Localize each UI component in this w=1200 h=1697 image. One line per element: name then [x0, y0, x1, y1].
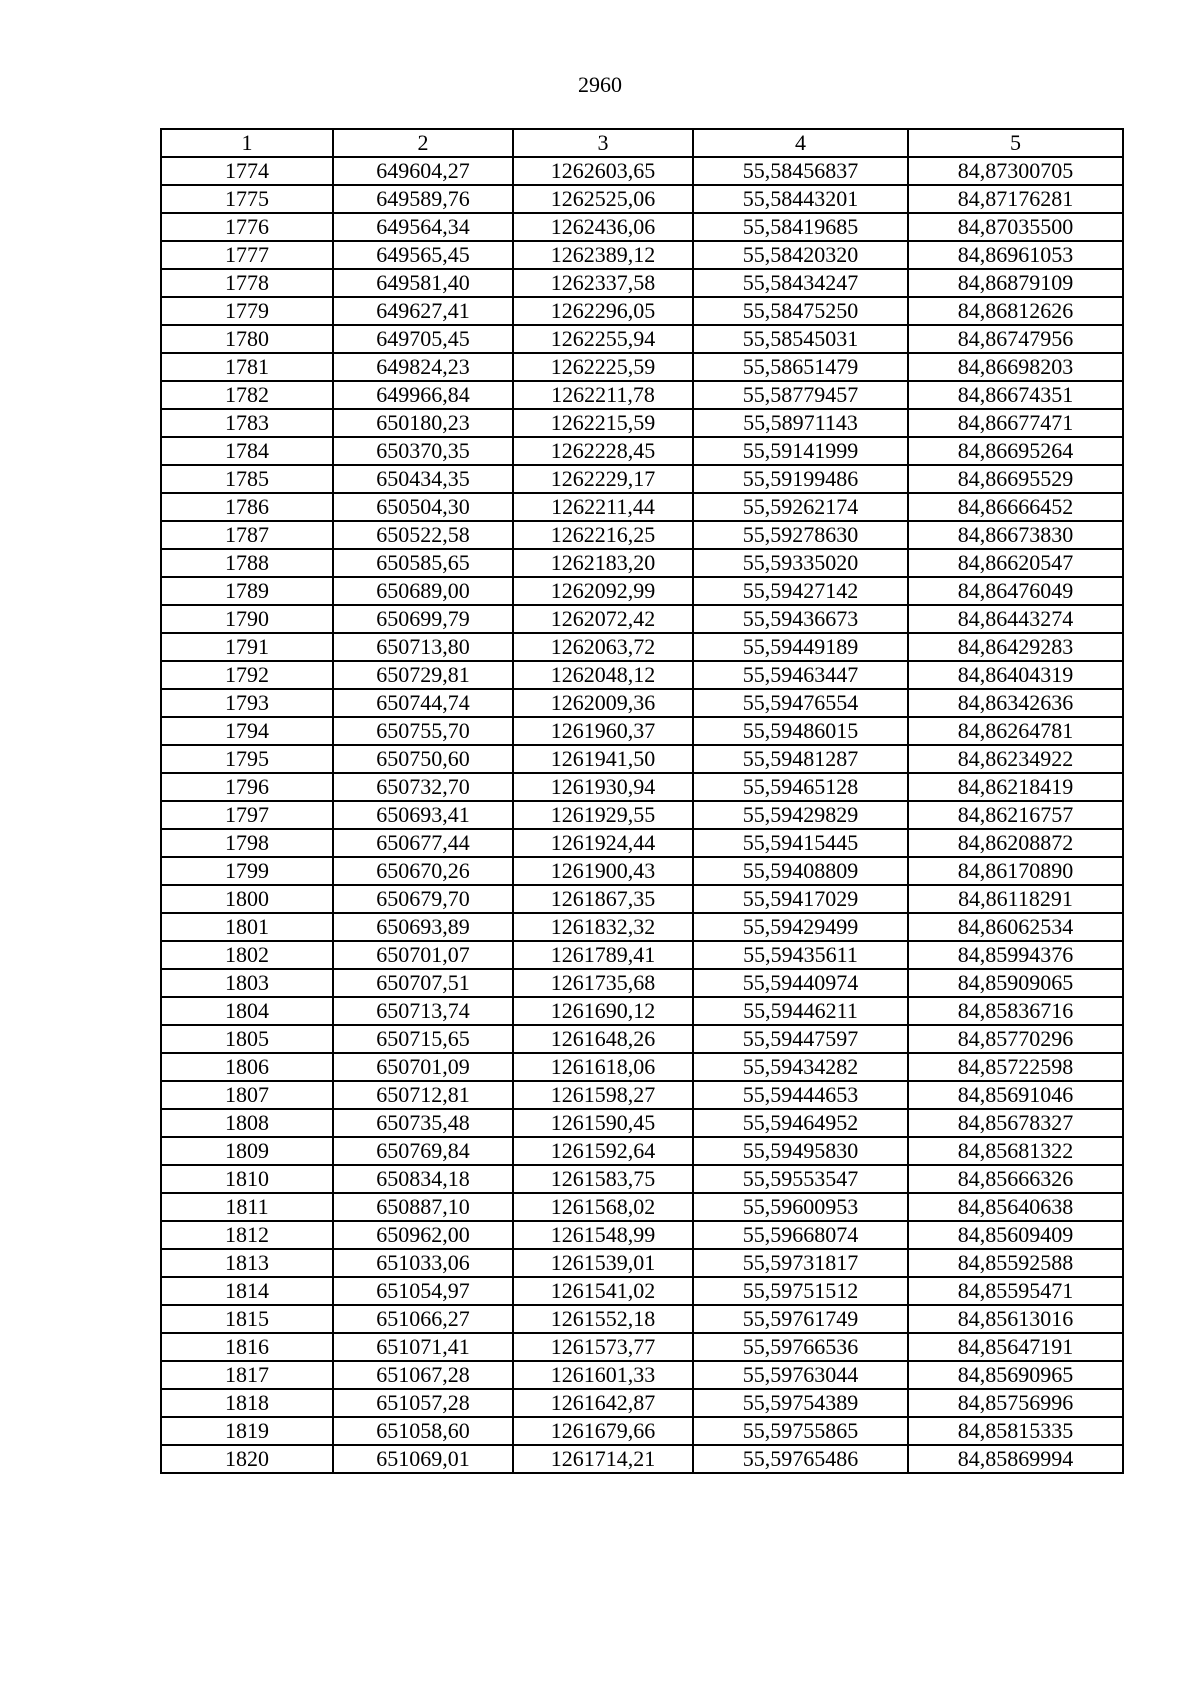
table-cell-col-1: 1783 — [161, 409, 333, 437]
table-cell-col-4: 55,59440974 — [693, 969, 908, 997]
table-cell-col-2: 650670,26 — [333, 857, 513, 885]
table-cell-col-1: 1784 — [161, 437, 333, 465]
table-cell-col-5: 84,86208872 — [908, 829, 1123, 857]
table-cell-col-3: 1261568,02 — [513, 1193, 693, 1221]
table-cell-col-4: 55,58443201 — [693, 185, 908, 213]
table-row — [161, 577, 1123, 605]
table-cell-col-4: 55,59262174 — [693, 493, 908, 521]
table-cell-col-3: 1261590,45 — [513, 1109, 693, 1137]
table-cell-col-5: 84,85613016 — [908, 1305, 1123, 1333]
table-row — [161, 1417, 1123, 1445]
table-cell-col-2: 650585,65 — [333, 549, 513, 577]
table-cell-col-1: 1789 — [161, 577, 333, 605]
table-cell-col-1: 1797 — [161, 801, 333, 829]
table-cell-col-2: 651054,97 — [333, 1277, 513, 1305]
table-cell-col-5: 84,87300705 — [908, 157, 1123, 185]
table-cell-col-1: 1796 — [161, 773, 333, 801]
table-cell-col-2: 650729,81 — [333, 661, 513, 689]
table-cell-col-3: 1262216,25 — [513, 521, 693, 549]
table-cell-col-3: 1262225,59 — [513, 353, 693, 381]
table-row — [161, 885, 1123, 913]
table-row — [161, 1025, 1123, 1053]
table-cell-col-2: 650677,44 — [333, 829, 513, 857]
table-cell-col-5: 84,85640638 — [908, 1193, 1123, 1221]
table-row — [161, 1277, 1123, 1305]
table-cell-col-4: 55,59486015 — [693, 717, 908, 745]
table-cell-col-4: 55,59731817 — [693, 1249, 908, 1277]
table-cell-col-2: 650750,60 — [333, 745, 513, 773]
table-cell-col-5: 84,86673830 — [908, 521, 1123, 549]
table-cell-col-4: 55,59463447 — [693, 661, 908, 689]
table-cell-col-5: 84,86234922 — [908, 745, 1123, 773]
table-row — [161, 913, 1123, 941]
table-cell-col-4: 55,59465128 — [693, 773, 908, 801]
table-cell-col-1: 1804 — [161, 997, 333, 1025]
table-cell-col-2: 650693,89 — [333, 913, 513, 941]
table-cell-col-1: 1805 — [161, 1025, 333, 1053]
table-cell-col-5: 84,85722598 — [908, 1053, 1123, 1081]
table-cell-col-2: 650732,70 — [333, 773, 513, 801]
table-cell-col-4: 55,58651479 — [693, 353, 908, 381]
table-cell-col-3: 1262603,65 — [513, 157, 693, 185]
header-col-2: 2 — [333, 129, 513, 157]
table-row — [161, 857, 1123, 885]
table-cell-col-2: 650735,48 — [333, 1109, 513, 1137]
table-cell-col-1: 1820 — [161, 1445, 333, 1473]
table-cell-col-2: 649627,41 — [333, 297, 513, 325]
table-cell-col-2: 650755,70 — [333, 717, 513, 745]
table-cell-col-4: 55,59429829 — [693, 801, 908, 829]
table-cell-col-5: 84,85869994 — [908, 1445, 1123, 1473]
table-row — [161, 409, 1123, 437]
table-cell-col-4: 55,59278630 — [693, 521, 908, 549]
table-cell-col-1: 1780 — [161, 325, 333, 353]
table-cell-col-3: 1261618,06 — [513, 1053, 693, 1081]
table-cell-col-1: 1810 — [161, 1165, 333, 1193]
table-cell-col-4: 55,59766536 — [693, 1333, 908, 1361]
table-cell-col-4: 55,59444653 — [693, 1081, 908, 1109]
table-cell-col-4: 55,58779457 — [693, 381, 908, 409]
table-cell-col-1: 1790 — [161, 605, 333, 633]
table-cell-col-1: 1813 — [161, 1249, 333, 1277]
table-cell-col-5: 84,85815335 — [908, 1417, 1123, 1445]
table-cell-col-4: 55,59417029 — [693, 885, 908, 913]
table-cell-col-5: 84,85678327 — [908, 1109, 1123, 1137]
table-row — [161, 969, 1123, 997]
table-body — [161, 157, 1123, 1473]
table-row — [161, 381, 1123, 409]
header-row — [161, 129, 1123, 157]
table-cell-col-2: 651066,27 — [333, 1305, 513, 1333]
table-cell-col-1: 1781 — [161, 353, 333, 381]
table-cell-col-5: 84,86677471 — [908, 409, 1123, 437]
table-cell-col-3: 1261867,35 — [513, 885, 693, 913]
table-cell-col-4: 55,59553547 — [693, 1165, 908, 1193]
table-cell-col-5: 84,86264781 — [908, 717, 1123, 745]
table-row — [161, 633, 1123, 661]
table-cell-col-1: 1791 — [161, 633, 333, 661]
table-cell-col-4: 55,59199486 — [693, 465, 908, 493]
table-cell-col-3: 1261929,55 — [513, 801, 693, 829]
table-row — [161, 773, 1123, 801]
table-cell-col-1: 1807 — [161, 1081, 333, 1109]
table-cell-col-1: 1793 — [161, 689, 333, 717]
table-row — [161, 213, 1123, 241]
table-cell-col-3: 1261735,68 — [513, 969, 693, 997]
table-cell-col-5: 84,86429283 — [908, 633, 1123, 661]
table-cell-col-3: 1261924,44 — [513, 829, 693, 857]
table-cell-col-4: 55,59427142 — [693, 577, 908, 605]
table-cell-col-4: 55,58419685 — [693, 213, 908, 241]
table-cell-col-5: 84,85756996 — [908, 1389, 1123, 1417]
table-cell-col-2: 650522,58 — [333, 521, 513, 549]
table-cell-col-4: 55,59434282 — [693, 1053, 908, 1081]
table-cell-col-1: 1812 — [161, 1221, 333, 1249]
table-row — [161, 801, 1123, 829]
table-header — [161, 129, 1123, 157]
table-cell-col-3: 1262389,12 — [513, 241, 693, 269]
table-cell-col-3: 1262183,20 — [513, 549, 693, 577]
table-cell-col-3: 1262009,36 — [513, 689, 693, 717]
table-cell-col-3: 1262255,94 — [513, 325, 693, 353]
table-cell-col-2: 650713,80 — [333, 633, 513, 661]
table-cell-col-4: 55,59763044 — [693, 1361, 908, 1389]
table-row — [161, 1333, 1123, 1361]
table-cell-col-2: 650769,84 — [333, 1137, 513, 1165]
table-cell-col-2: 649966,84 — [333, 381, 513, 409]
table-cell-col-1: 1819 — [161, 1417, 333, 1445]
header-col-3: 3 — [513, 129, 693, 157]
table-cell-col-2: 650715,65 — [333, 1025, 513, 1053]
table-cell-col-5: 84,86698203 — [908, 353, 1123, 381]
table-cell-col-3: 1261648,26 — [513, 1025, 693, 1053]
table-cell-col-4: 55,59446211 — [693, 997, 908, 1025]
table-cell-col-3: 1261941,50 — [513, 745, 693, 773]
table-cell-col-5: 84,87035500 — [908, 213, 1123, 241]
table-row — [161, 353, 1123, 381]
table-cell-col-5: 84,86747956 — [908, 325, 1123, 353]
table-cell-col-5: 84,86695264 — [908, 437, 1123, 465]
table-row — [161, 1109, 1123, 1137]
table-cell-col-1: 1779 — [161, 297, 333, 325]
table-cell-col-4: 55,59335020 — [693, 549, 908, 577]
table-row — [161, 297, 1123, 325]
table-row — [161, 1221, 1123, 1249]
table-row — [161, 325, 1123, 353]
table-cell-col-5: 84,86812626 — [908, 297, 1123, 325]
table-cell-col-1: 1795 — [161, 745, 333, 773]
table-row — [161, 549, 1123, 577]
table-row — [161, 185, 1123, 213]
table-cell-col-2: 649581,40 — [333, 269, 513, 297]
table-cell-col-3: 1262211,44 — [513, 493, 693, 521]
table-cell-col-5: 84,85690965 — [908, 1361, 1123, 1389]
table-row — [161, 1193, 1123, 1221]
table-cell-col-1: 1774 — [161, 157, 333, 185]
table-cell-col-1: 1792 — [161, 661, 333, 689]
table-row — [161, 1081, 1123, 1109]
table-cell-col-3: 1261592,64 — [513, 1137, 693, 1165]
table-cell-col-3: 1262063,72 — [513, 633, 693, 661]
table-cell-col-2: 650679,70 — [333, 885, 513, 913]
table-cell-col-1: 1815 — [161, 1305, 333, 1333]
table-cell-col-1: 1818 — [161, 1389, 333, 1417]
table-cell-col-3: 1261598,27 — [513, 1081, 693, 1109]
table-cell-col-4: 55,58971143 — [693, 409, 908, 437]
table-cell-col-4: 55,58475250 — [693, 297, 908, 325]
table-cell-col-3: 1261679,66 — [513, 1417, 693, 1445]
table-cell-col-5: 84,86879109 — [908, 269, 1123, 297]
header-col-5: 5 — [908, 129, 1123, 157]
table-cell-col-3: 1261539,01 — [513, 1249, 693, 1277]
table-cell-col-1: 1800 — [161, 885, 333, 913]
table-cell-col-3: 1262211,78 — [513, 381, 693, 409]
table-row — [161, 997, 1123, 1025]
table-cell-col-3: 1261541,02 — [513, 1277, 693, 1305]
table-cell-col-3: 1261832,32 — [513, 913, 693, 941]
table-cell-col-2: 649589,76 — [333, 185, 513, 213]
table-cell-col-2: 649824,23 — [333, 353, 513, 381]
table-cell-col-1: 1778 — [161, 269, 333, 297]
table-cell-col-2: 650701,09 — [333, 1053, 513, 1081]
table-cell-col-5: 84,85609409 — [908, 1221, 1123, 1249]
table-cell-col-3: 1261900,43 — [513, 857, 693, 885]
table-cell-col-5: 84,85681322 — [908, 1137, 1123, 1165]
table-cell-col-5: 84,85666326 — [908, 1165, 1123, 1193]
table-cell-col-1: 1788 — [161, 549, 333, 577]
table-cell-col-3: 1261642,87 — [513, 1389, 693, 1417]
table-cell-col-4: 55,59755865 — [693, 1417, 908, 1445]
table-cell-col-3: 1261690,12 — [513, 997, 693, 1025]
table-cell-col-2: 650834,18 — [333, 1165, 513, 1193]
table-cell-col-5: 84,86218419 — [908, 773, 1123, 801]
table-row — [161, 241, 1123, 269]
table-row — [161, 1305, 1123, 1333]
table-cell-col-1: 1776 — [161, 213, 333, 241]
page-number: 2960 — [578, 72, 622, 97]
table-cell-col-1: 1816 — [161, 1333, 333, 1361]
table-cell-col-4: 55,59436673 — [693, 605, 908, 633]
table-cell-col-3: 1262072,42 — [513, 605, 693, 633]
table-cell-col-2: 651033,06 — [333, 1249, 513, 1277]
table-cell-col-4: 55,59481287 — [693, 745, 908, 773]
table-cell-col-5: 84,86443274 — [908, 605, 1123, 633]
table-cell-col-2: 650744,74 — [333, 689, 513, 717]
table-cell-col-2: 650504,30 — [333, 493, 513, 521]
table-cell-col-4: 55,59765486 — [693, 1445, 908, 1473]
table-cell-col-2: 650180,23 — [333, 409, 513, 437]
table-cell-col-3: 1262337,58 — [513, 269, 693, 297]
table-row — [161, 941, 1123, 969]
table-cell-col-3: 1261714,21 — [513, 1445, 693, 1473]
table-cell-col-3: 1262048,12 — [513, 661, 693, 689]
table-row — [161, 465, 1123, 493]
table-cell-col-1: 1782 — [161, 381, 333, 409]
table-cell-col-2: 651067,28 — [333, 1361, 513, 1389]
table-cell-col-4: 55,59495830 — [693, 1137, 908, 1165]
table-cell-col-3: 1261960,37 — [513, 717, 693, 745]
table-row — [161, 493, 1123, 521]
table-cell-col-2: 651057,28 — [333, 1389, 513, 1417]
table-cell-col-5: 84,86342636 — [908, 689, 1123, 717]
table-cell-col-4: 55,58545031 — [693, 325, 908, 353]
header-col-1: 1 — [161, 129, 333, 157]
table-cell-col-1: 1794 — [161, 717, 333, 745]
table-cell-col-5: 84,85647191 — [908, 1333, 1123, 1361]
table-cell-col-1: 1786 — [161, 493, 333, 521]
table-cell-col-5: 84,86620547 — [908, 549, 1123, 577]
table-row — [161, 1249, 1123, 1277]
table-cell-col-2: 650887,10 — [333, 1193, 513, 1221]
table-cell-col-4: 55,59476554 — [693, 689, 908, 717]
table-cell-col-1: 1809 — [161, 1137, 333, 1165]
table-cell-col-5: 84,86666452 — [908, 493, 1123, 521]
table-cell-col-3: 1261573,77 — [513, 1333, 693, 1361]
table-cell-col-2: 651069,01 — [333, 1445, 513, 1473]
table-cell-col-3: 1262229,17 — [513, 465, 693, 493]
table-cell-col-3: 1261789,41 — [513, 941, 693, 969]
table-cell-col-1: 1814 — [161, 1277, 333, 1305]
table-cell-col-4: 55,59600953 — [693, 1193, 908, 1221]
table-cell-col-1: 1787 — [161, 521, 333, 549]
table-cell-col-3: 1261601,33 — [513, 1361, 693, 1389]
table-row — [161, 661, 1123, 689]
table-cell-col-1: 1817 — [161, 1361, 333, 1389]
table-cell-col-2: 649564,34 — [333, 213, 513, 241]
table-row — [161, 1361, 1123, 1389]
table-cell-col-1: 1811 — [161, 1193, 333, 1221]
table-cell-col-2: 651058,60 — [333, 1417, 513, 1445]
table-cell-col-5: 84,86170890 — [908, 857, 1123, 885]
table-cell-col-2: 650712,81 — [333, 1081, 513, 1109]
table-cell-col-4: 55,59429499 — [693, 913, 908, 941]
table-cell-col-2: 650370,35 — [333, 437, 513, 465]
table-cell-col-2: 650693,41 — [333, 801, 513, 829]
table-cell-col-2: 651071,41 — [333, 1333, 513, 1361]
table-row — [161, 1445, 1123, 1473]
table-row — [161, 157, 1123, 185]
table-cell-col-4: 55,59668074 — [693, 1221, 908, 1249]
table-cell-col-3: 1261552,18 — [513, 1305, 693, 1333]
table-row — [161, 521, 1123, 549]
table-row — [161, 1137, 1123, 1165]
table-cell-col-3: 1262436,06 — [513, 213, 693, 241]
table-cell-col-3: 1262296,05 — [513, 297, 693, 325]
table-cell-col-4: 55,59761749 — [693, 1305, 908, 1333]
table-cell-col-4: 55,59449189 — [693, 633, 908, 661]
table-cell-col-5: 84,86404319 — [908, 661, 1123, 689]
table-cell-col-3: 1261583,75 — [513, 1165, 693, 1193]
header-col-4: 4 — [693, 129, 908, 157]
table-cell-col-4: 55,59435611 — [693, 941, 908, 969]
table-cell-col-2: 650707,51 — [333, 969, 513, 997]
coordinates-table — [160, 128, 1124, 1474]
table-row — [161, 437, 1123, 465]
table-row — [161, 717, 1123, 745]
table-cell-col-1: 1806 — [161, 1053, 333, 1081]
table-cell-col-2: 650701,07 — [333, 941, 513, 969]
table-row — [161, 689, 1123, 717]
table-row — [161, 605, 1123, 633]
table-cell-col-1: 1802 — [161, 941, 333, 969]
table-cell-col-2: 650434,35 — [333, 465, 513, 493]
table-cell-col-5: 84,86062534 — [908, 913, 1123, 941]
table-cell-col-5: 84,85691046 — [908, 1081, 1123, 1109]
table-cell-col-1: 1808 — [161, 1109, 333, 1137]
table-cell-col-4: 55,59447597 — [693, 1025, 908, 1053]
table-cell-col-3: 1262228,45 — [513, 437, 693, 465]
table-cell-col-1: 1801 — [161, 913, 333, 941]
table-cell-col-1: 1785 — [161, 465, 333, 493]
table-cell-col-1: 1775 — [161, 185, 333, 213]
table-cell-col-5: 84,86476049 — [908, 577, 1123, 605]
table-cell-col-4: 55,58456837 — [693, 157, 908, 185]
table-row — [161, 1389, 1123, 1417]
table-row — [161, 1053, 1123, 1081]
table-row — [161, 745, 1123, 773]
table-row — [161, 1165, 1123, 1193]
table-cell-col-4: 55,58420320 — [693, 241, 908, 269]
table-cell-col-1: 1799 — [161, 857, 333, 885]
table-cell-col-3: 1261548,99 — [513, 1221, 693, 1249]
table-cell-col-1: 1803 — [161, 969, 333, 997]
table-cell-col-5: 84,86216757 — [908, 801, 1123, 829]
table-cell-col-2: 649604,27 — [333, 157, 513, 185]
table-cell-col-4: 55,59754389 — [693, 1389, 908, 1417]
table-cell-col-5: 84,85592588 — [908, 1249, 1123, 1277]
table-cell-col-4: 55,59415445 — [693, 829, 908, 857]
table-cell-col-5: 84,86961053 — [908, 241, 1123, 269]
table-cell-col-4: 55,59464952 — [693, 1109, 908, 1137]
table-cell-col-2: 649565,45 — [333, 241, 513, 269]
table-cell-col-2: 649705,45 — [333, 325, 513, 353]
table-cell-col-4: 55,59751512 — [693, 1277, 908, 1305]
table-cell-col-3: 1262215,59 — [513, 409, 693, 437]
table-cell-col-2: 650699,79 — [333, 605, 513, 633]
table-cell-col-5: 84,85595471 — [908, 1277, 1123, 1305]
table-cell-col-2: 650689,00 — [333, 577, 513, 605]
table-row — [161, 829, 1123, 857]
table-cell-col-3: 1262525,06 — [513, 185, 693, 213]
table-cell-col-5: 84,86118291 — [908, 885, 1123, 913]
table-cell-col-3: 1262092,99 — [513, 577, 693, 605]
table-cell-col-5: 84,85770296 — [908, 1025, 1123, 1053]
table-cell-col-4: 55,59408809 — [693, 857, 908, 885]
table-cell-col-5: 84,87176281 — [908, 185, 1123, 213]
table-cell-col-3: 1261930,94 — [513, 773, 693, 801]
table-cell-col-5: 84,85909065 — [908, 969, 1123, 997]
table-cell-col-5: 84,86695529 — [908, 465, 1123, 493]
table-cell-col-2: 650713,74 — [333, 997, 513, 1025]
table-cell-col-4: 55,58434247 — [693, 269, 908, 297]
table-cell-col-2: 650962,00 — [333, 1221, 513, 1249]
table-cell-col-4: 55,59141999 — [693, 437, 908, 465]
table-cell-col-1: 1798 — [161, 829, 333, 857]
table-row — [161, 269, 1123, 297]
table-cell-col-1: 1777 — [161, 241, 333, 269]
table-cell-col-5: 84,85994376 — [908, 941, 1123, 969]
table-cell-col-5: 84,86674351 — [908, 381, 1123, 409]
table-cell-col-5: 84,85836716 — [908, 997, 1123, 1025]
